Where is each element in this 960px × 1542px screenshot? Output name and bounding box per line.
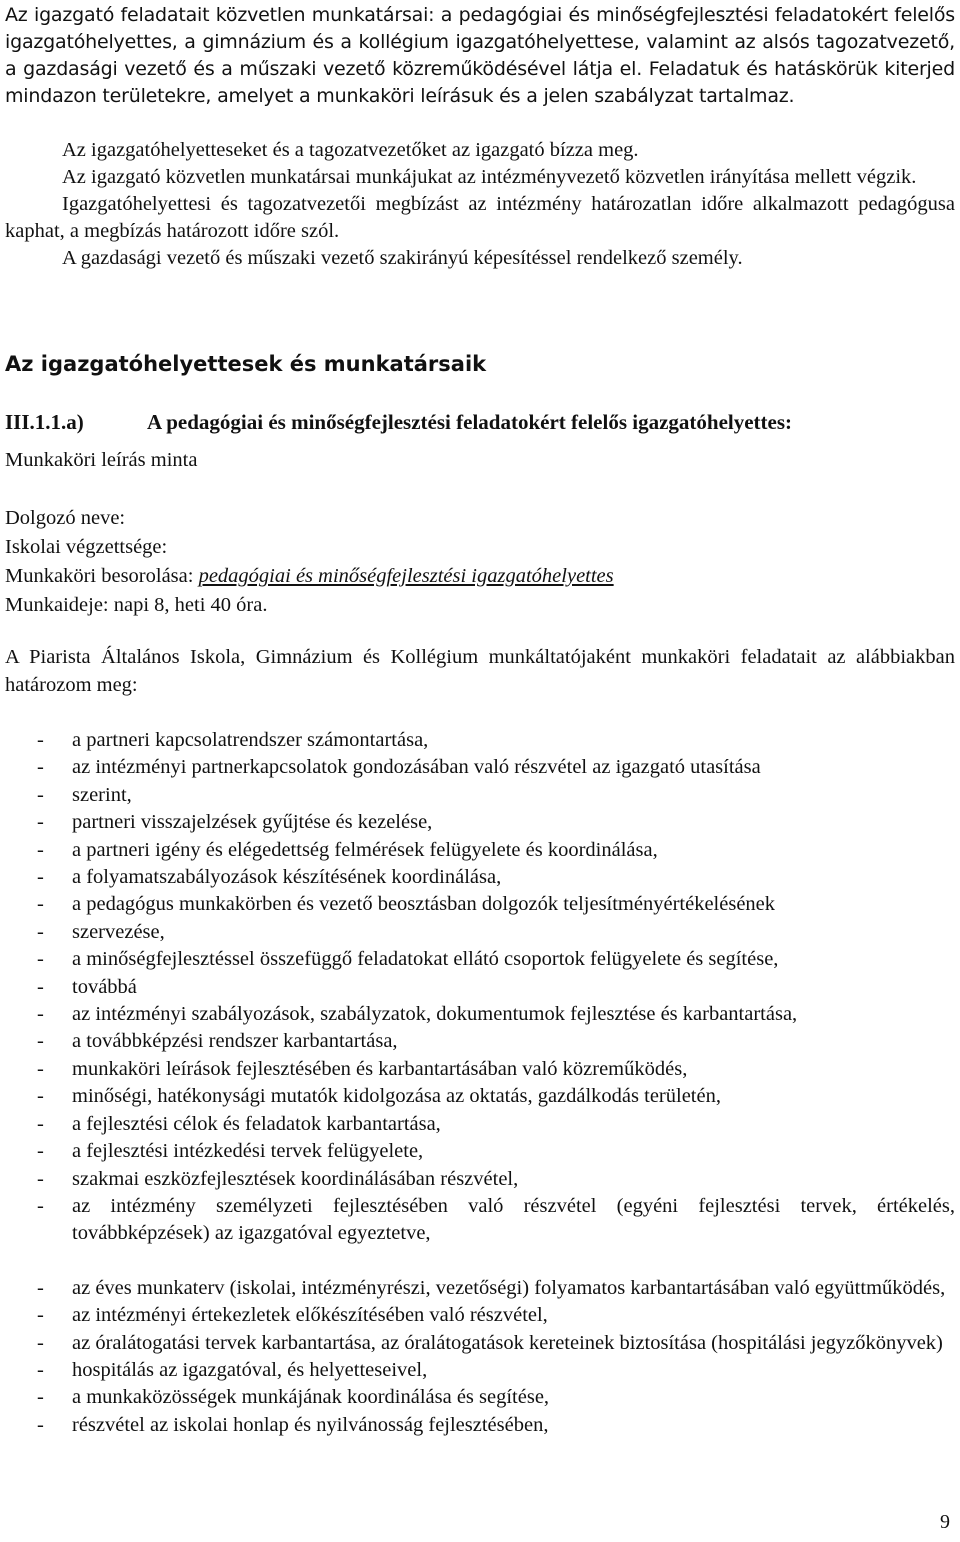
list-item-text: a minőségfejlesztéssel összefüggő feladatokat ellátó csoportok felügyelete és segítése, <box>72 948 779 971</box>
list-item <box>5 974 955 1001</box>
intro-paragraphs <box>5 2 955 110</box>
list-item <box>5 1275 955 1302</box>
list-item-text: partneri visszajelzések gyűjtése és kezelése, <box>72 811 433 834</box>
section-heading: Az igazgatóhelyettesek és munkatársaik <box>5 352 487 376</box>
list-item <box>5 782 955 809</box>
sub-heading <box>5 410 792 435</box>
dash-icon: - <box>37 1304 44 1327</box>
dash-icon: - <box>37 866 44 889</box>
list-item <box>5 946 955 973</box>
dash-icon: - <box>37 783 44 806</box>
dash-icon: - <box>37 1358 44 1381</box>
list-item <box>5 1001 955 1028</box>
list-item <box>5 727 955 754</box>
list-item <box>5 1193 955 1248</box>
list-item-text: szervezése, <box>72 920 165 943</box>
dash-icon: - <box>37 1331 44 1354</box>
duties-list <box>5 727 955 1439</box>
list-item-text: az intézményi partnerkapcsolatok gondozásában való részvétel az igazgató utasítása <box>72 756 761 779</box>
list-item-text: a munkaközösségek munkájának koordinálása és segítése, <box>72 1386 550 1409</box>
list-item-text: a partneri igény és elégedettség felmérések felügyelete és koordinálása, <box>72 838 658 861</box>
list-item-text: a folyamatszabályozások készítésének koordinálása, <box>72 866 502 889</box>
dash-icon: - <box>37 1085 44 1108</box>
sub-heading-title: A pedagógiai és minőségfejlesztési feladatokért felelős igazgatóhelyettes: <box>147 410 793 434</box>
field-name: Dolgozó neve: <box>5 507 126 529</box>
dash-icon: - <box>37 1194 44 1217</box>
dash-icon: - <box>37 1030 44 1053</box>
list-item-text: a továbbképzési rendszer karbantartása, <box>72 1030 398 1053</box>
list-item-text: az intézményi szabályozások, szabályzatok, dokumentumok fejlesztése és karbantartása, <box>72 1003 798 1026</box>
list-item-text: az éves munkaterv (iskolai, intézményrészi, vezetőségi) folyamatos karbantartásában való együttműködés, <box>72 1276 946 1299</box>
list-item <box>5 754 955 781</box>
list-item <box>5 809 955 836</box>
dash-icon: - <box>37 920 44 943</box>
list-item <box>5 1166 955 1193</box>
dash-icon: - <box>37 756 44 779</box>
list-item-text: az óralátogatási tervek karbantartása, az óralátogatások kereteinek biztosítása (hospitálási jegyzőkönyvek) <box>72 1331 943 1354</box>
dash-icon: - <box>37 1167 44 1190</box>
dash-icon: - <box>37 1276 44 1299</box>
list-item <box>5 919 955 946</box>
intro-section <box>5 643 955 699</box>
list-item <box>5 1330 955 1357</box>
list-item <box>5 1056 955 1083</box>
paragraph-assignment: Igazgatóhelyettesi és tagozatvezetői megbízást az intézmény határozatlan időre alkalmazott pedagógusa kaphat, a megbízás határozott időre szól. <box>5 193 955 242</box>
list-item-text: az intézmény személyzeti fejlesztésében való részvétel (egyéni fejlesztési tervek, értékelés, továbbképzések) az igazgatóval egyeztetve, <box>72 1194 955 1245</box>
list-item-text: a fejlesztési célok és feladatok karbantartása, <box>72 1112 441 1135</box>
list-item <box>5 1302 955 1329</box>
dash-icon: - <box>37 838 44 861</box>
employee-fields <box>5 504 614 620</box>
paragraph-appointment: Az igazgatóhelyetteseket és a tagozatvezetőket az igazgató bízza meg. <box>62 139 639 161</box>
list-item <box>5 1384 955 1411</box>
field-classification <box>5 562 614 591</box>
list-item <box>5 1138 955 1165</box>
dash-icon: - <box>37 1413 44 1436</box>
list-item <box>5 1083 955 1110</box>
list-item-text: a pedagógus munkakörben és vezető beosztásban dolgozók teljesítményértékelésének <box>72 893 776 916</box>
list-item-text: munkaköri leírások fejlesztésében és karbantartásában való közreműködés, <box>72 1057 688 1080</box>
field-classification-label: Munkaköri besorolása: <box>5 565 194 587</box>
dash-icon: - <box>37 811 44 834</box>
list-item-text: hospitálás az igazgatóval, és helyetteseivel, <box>72 1358 428 1381</box>
doc-subtitle: Munkaköri leírás minta <box>5 449 198 471</box>
list-item-text: szakmai eszközfejlesztések koordinálásában részvétel, <box>72 1167 519 1190</box>
dash-icon: - <box>37 1140 44 1163</box>
dash-icon: - <box>37 948 44 971</box>
list-item-text: minőségi, hatékonysági mutatók kidolgozása az oktatás, gazdálkodás területén, <box>72 1085 721 1108</box>
dash-icon: - <box>37 1057 44 1080</box>
field-classification-value: pedagógiai és minőségfejlesztési igazgatóhelyettes <box>198 565 614 587</box>
list-item-text: részvétel az iskolai honlap és nyilvánosság fejlesztésében, <box>72 1413 549 1436</box>
page-number: 9 <box>940 1511 950 1533</box>
list-item-text: szerint, <box>72 783 132 806</box>
list-item-text: továbbá <box>72 975 137 998</box>
dash-icon: - <box>37 729 44 751</box>
list-item-text: a partneri kapcsolatrendszer számontartása, <box>72 729 429 751</box>
sub-heading-number: III.1.1.a) <box>5 410 84 434</box>
list-item <box>5 1357 955 1384</box>
list-item-text: az intézményi értekezletek előkészítésében való részvétel, <box>72 1304 548 1327</box>
dash-icon: - <box>37 1003 44 1026</box>
field-education: Iskolai végzettsége: <box>5 536 168 558</box>
list-item <box>5 864 955 891</box>
intro-text: A Piarista Általános Iskola, Gimnázium és Kollégium munkáltatójaként munkaköri feladatait az alábbiakban határozom meg: <box>5 646 955 696</box>
list-item <box>5 891 955 918</box>
dash-icon: - <box>37 893 44 916</box>
list-item <box>5 1111 955 1138</box>
dash-icon: - <box>37 975 44 998</box>
list-item-text: a fejlesztési intézkedési tervek felügyelete, <box>72 1140 424 1163</box>
list-item <box>5 837 955 864</box>
dash-icon: - <box>37 1386 44 1409</box>
appointment-paragraphs <box>5 137 955 272</box>
list-item <box>5 1412 955 1439</box>
paragraph-qualification: A gazdasági vezető és műszaki vezető szakirányú képesítéssel rendelkező személy. <box>62 247 743 269</box>
dash-icon: - <box>37 1112 44 1135</box>
paragraph-duties-overview: Az igazgató feladatait közvetlen munkatársai: a pedagógiai és minőségfejlesztési feladatokért felelős igazgatóhelyettes, a gimnázium és a kollégium igazgatóhelyettese, valamint az alsós tagozatvezető, a gazdasági vezető és a műszaki vezető közreműködésével látja el. Feladatuk és hatáskörük kiterjed mindazon területekre, amelyet a munkaköri leírásuk és a jelen szabályzat tartalmaz. <box>5 4 955 107</box>
field-hours: Munkaideje: napi 8, heti 40 óra. <box>5 594 268 616</box>
paragraph-direction: Az igazgató közvetlen munkatársai munkájukat az intézményvezető közvetlen irányítása mellett végzik. <box>62 166 917 188</box>
list-item <box>5 1028 955 1055</box>
